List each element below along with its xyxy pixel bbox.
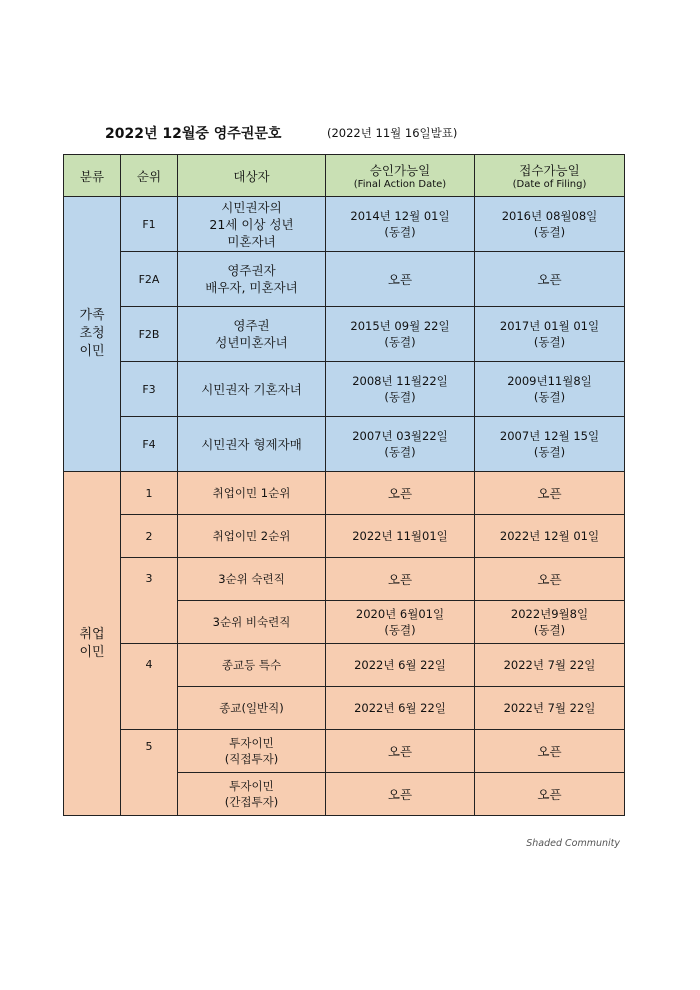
- date-line: 2017년 01월 01일: [499, 319, 600, 333]
- target-cell: 3순위 비숙련직: [178, 601, 326, 644]
- filing-cell: 2022년 7월 22일: [475, 644, 625, 687]
- date-line: 2007년 12월 15일: [499, 429, 600, 443]
- rank-cell: 3: [121, 558, 178, 644]
- status-line: (동결): [384, 225, 416, 239]
- status-line: (동결): [384, 390, 416, 404]
- final-action-cell: [326, 601, 475, 644]
- table-row: [64, 417, 625, 472]
- employment-section: [64, 472, 625, 816]
- filing-cell: 2022년 12월 01일: [475, 515, 625, 558]
- target-line: (간접투자): [224, 795, 279, 809]
- target-cell: 취업이민 2순위: [178, 515, 326, 558]
- target-cell: 3순위 숙련직: [178, 558, 326, 601]
- footer-credit: Shaded Community: [526, 838, 620, 849]
- target-cell: [178, 197, 326, 252]
- announcement-date: (2022년 11월 16일발표): [327, 126, 458, 140]
- target-line: 성년미혼자녀: [215, 335, 288, 350]
- target-cell: [178, 730, 326, 773]
- date-line: 2015년 09월 22일: [350, 319, 450, 333]
- target-line: 21세 이상 성년: [209, 216, 294, 232]
- status-line: (동결): [533, 335, 566, 349]
- employment-category-cell: [64, 472, 121, 816]
- target-line: 투자이민: [229, 736, 274, 750]
- header-rank: 순위: [121, 155, 178, 197]
- filing-cell: [475, 417, 625, 472]
- rank-cell: 2: [121, 515, 178, 558]
- date-line: 2008년 11월22일: [352, 374, 448, 388]
- status-line: (동결): [533, 623, 566, 637]
- status-line: (동결): [533, 445, 566, 459]
- rank-cell: F3: [121, 362, 178, 417]
- header-row: [64, 155, 625, 197]
- filing-cell: [475, 197, 625, 252]
- visa-bulletin-table: [63, 154, 625, 816]
- header-filing-label: 접수가능일: [519, 163, 580, 178]
- header-category: 분류: [64, 155, 121, 197]
- target-line: (직접투자): [224, 752, 279, 766]
- final-action-cell: 2022년 11월01일: [326, 515, 475, 558]
- table-row: [64, 558, 625, 601]
- final-action-cell: 오픈: [326, 252, 475, 307]
- final-action-cell: 오픈: [326, 558, 475, 601]
- table-row: [64, 515, 625, 558]
- filing-cell: [475, 601, 625, 644]
- table-row: [64, 472, 625, 515]
- rank-cell: 1: [121, 472, 178, 515]
- table-row: [64, 252, 625, 307]
- header-final-action: [326, 155, 475, 197]
- status-line: (동결): [384, 335, 416, 349]
- final-action-cell: [326, 307, 475, 362]
- final-action-cell: [326, 417, 475, 472]
- rank-cell: F2A: [121, 252, 178, 307]
- rank-cell: F4: [121, 417, 178, 472]
- date-line: 2020년 6월01일: [355, 607, 445, 621]
- category-label-line: 가족: [79, 308, 105, 323]
- date-line: 2014년 12월 01일: [350, 209, 450, 223]
- final-action-cell: 오픈: [326, 730, 475, 773]
- status-line: (동결): [533, 390, 566, 404]
- filing-cell: 오픈: [475, 730, 625, 773]
- page-title: 2022년 12월중 영주권문호: [105, 126, 282, 142]
- header-filing: [475, 155, 625, 197]
- filing-cell: [475, 307, 625, 362]
- category-label-line: 이민: [79, 344, 105, 359]
- target-line: 미혼자녀: [227, 233, 276, 249]
- target-cell: [178, 773, 326, 816]
- category-label-line: 취업: [79, 626, 105, 642]
- filing-cell: [475, 362, 625, 417]
- table-row: [64, 197, 625, 252]
- rank-cell: F1: [121, 197, 178, 252]
- target-cell: 종교등 특수: [178, 644, 326, 687]
- final-action-cell: 2022년 6월 22일: [326, 687, 475, 730]
- table-row: [64, 362, 625, 417]
- header-filing-en: (Date of Filing): [512, 179, 587, 190]
- header-final-action-label: 승인가능일: [369, 163, 431, 178]
- table-row: [64, 730, 625, 773]
- table-row: [64, 307, 625, 362]
- target-line: 배우자, 미혼자녀: [205, 280, 298, 295]
- filing-cell: 오픈: [475, 472, 625, 515]
- filing-cell: 2022년 7월 22일: [475, 687, 625, 730]
- final-action-cell: 오픈: [326, 773, 475, 816]
- table-row: [64, 644, 625, 687]
- target-line: 영주권: [233, 318, 270, 333]
- date-line: 2007년 03월22일: [352, 429, 448, 443]
- target-cell: 취업이민 1순위: [178, 472, 326, 515]
- filing-cell: 오픈: [475, 252, 625, 307]
- header-final-action-en: (Final Action Date): [353, 179, 447, 190]
- category-label-line: 초청: [79, 326, 105, 341]
- target-line: 투자이민: [229, 779, 274, 793]
- header-target: 대상자: [178, 155, 326, 197]
- target-cell: 시민권자 형제자매: [178, 417, 326, 472]
- family-section: [64, 197, 625, 472]
- date-line: 2009년11월8일: [507, 374, 592, 388]
- status-line: (동결): [384, 445, 416, 459]
- final-action-cell: 오픈: [326, 472, 475, 515]
- filing-cell: 오픈: [475, 558, 625, 601]
- target-cell: 종교(일반직): [178, 687, 326, 730]
- final-action-cell: 2022년 6월 22일: [326, 644, 475, 687]
- final-action-cell: [326, 362, 475, 417]
- final-action-cell: [326, 197, 475, 252]
- date-line: 2016년 08월08일: [501, 209, 598, 223]
- rank-cell: 5: [121, 730, 178, 816]
- family-category-cell: [64, 197, 121, 472]
- rank-cell: 4: [121, 644, 178, 730]
- target-line: 영주권자: [227, 263, 276, 278]
- date-line: 2022년9월8일: [510, 607, 589, 621]
- target-cell: 시민권자 기혼자녀: [178, 362, 326, 417]
- rank-cell: F2B: [121, 307, 178, 362]
- target-cell: [178, 307, 326, 362]
- filing-cell: 오픈: [475, 773, 625, 816]
- status-line: (동결): [384, 623, 416, 637]
- status-line: (동결): [533, 225, 566, 239]
- target-line: 시민권자의: [221, 199, 282, 215]
- category-label-line: 이민: [79, 644, 105, 660]
- target-cell: [178, 252, 326, 307]
